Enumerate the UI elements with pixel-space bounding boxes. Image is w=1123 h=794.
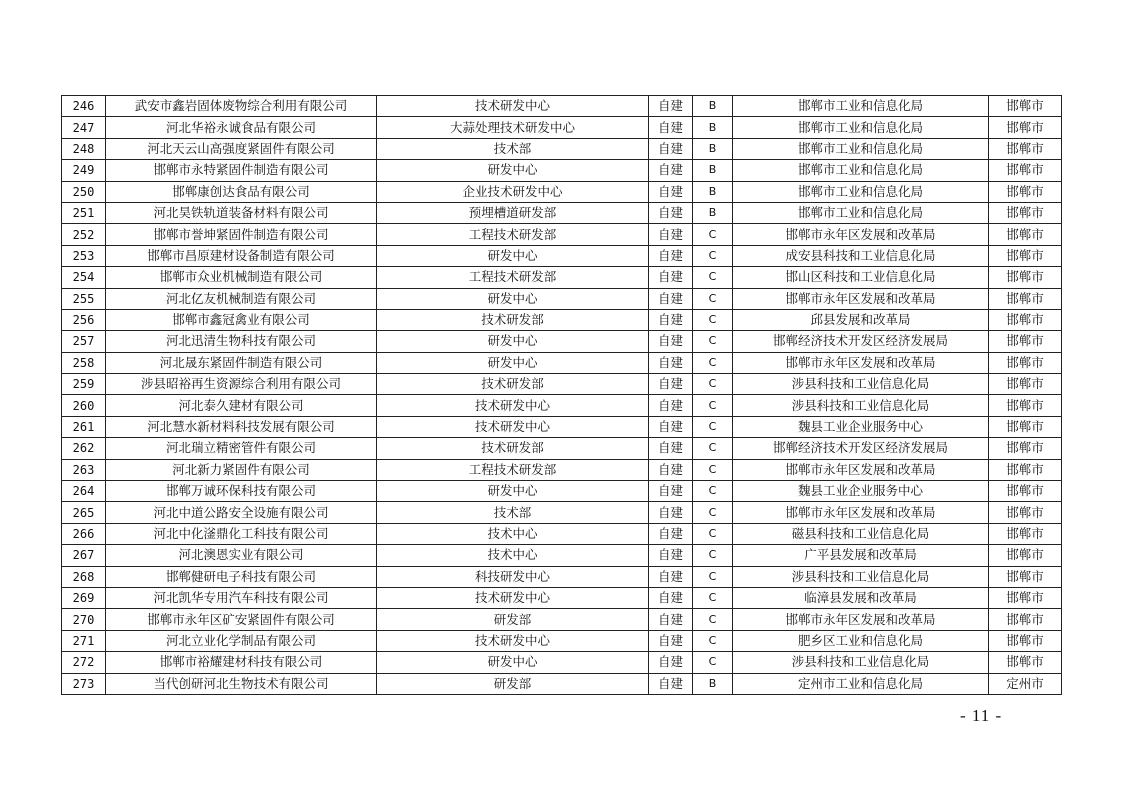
build-type: 自建 bbox=[649, 352, 693, 373]
row-number: 257 bbox=[62, 331, 106, 352]
company-name: 河北慧水新材料科技发展有限公司 bbox=[106, 416, 377, 437]
grade: C bbox=[693, 224, 733, 245]
company-name: 河北中化滏鼎化工科技有限公司 bbox=[106, 523, 377, 544]
grade: C bbox=[693, 331, 733, 352]
company-name: 河北华裕永诚食品有限公司 bbox=[106, 117, 377, 138]
row-number: 268 bbox=[62, 566, 106, 587]
row-number: 262 bbox=[62, 438, 106, 459]
row-number: 266 bbox=[62, 523, 106, 544]
table-row bbox=[62, 459, 1062, 480]
rd-center-name: 技术部 bbox=[377, 502, 649, 523]
city: 邯郸市 bbox=[989, 288, 1062, 309]
city: 邯郸市 bbox=[989, 438, 1062, 459]
city: 邯郸市 bbox=[989, 245, 1062, 266]
build-type: 自建 bbox=[649, 224, 693, 245]
company-name: 邯郸康创达食品有限公司 bbox=[106, 181, 377, 202]
city: 邯郸市 bbox=[989, 202, 1062, 223]
grade: C bbox=[693, 438, 733, 459]
company-name: 邯郸市众业机械制造有限公司 bbox=[106, 267, 377, 288]
grade: C bbox=[693, 395, 733, 416]
rd-center-name: 工程技术研发部 bbox=[377, 224, 649, 245]
row-number: 247 bbox=[62, 117, 106, 138]
city: 邯郸市 bbox=[989, 96, 1062, 117]
row-number: 259 bbox=[62, 374, 106, 395]
row-number: 269 bbox=[62, 587, 106, 608]
recommending-department: 邯郸市永年区发展和改革局 bbox=[733, 288, 989, 309]
grade: B bbox=[693, 138, 733, 159]
city: 邯郸市 bbox=[989, 566, 1062, 587]
table-row bbox=[62, 138, 1062, 159]
row-number: 251 bbox=[62, 202, 106, 223]
table-row bbox=[62, 160, 1062, 181]
city: 邯郸市 bbox=[989, 331, 1062, 352]
rd-center-name: 技术研发中心 bbox=[377, 96, 649, 117]
rd-center-name: 技术研发部 bbox=[377, 374, 649, 395]
table-row bbox=[62, 630, 1062, 651]
grade: C bbox=[693, 309, 733, 330]
city: 邯郸市 bbox=[989, 587, 1062, 608]
row-number: 271 bbox=[62, 630, 106, 651]
company-name: 河北立业化学制品有限公司 bbox=[106, 630, 377, 651]
city: 邯郸市 bbox=[989, 609, 1062, 630]
city: 邯郸市 bbox=[989, 481, 1062, 502]
rd-center-name: 研发中心 bbox=[377, 652, 649, 673]
city: 邯郸市 bbox=[989, 138, 1062, 159]
table-row bbox=[62, 481, 1062, 502]
recommending-department: 定州市工业和信息化局 bbox=[733, 673, 989, 694]
table-row bbox=[62, 587, 1062, 608]
city: 邯郸市 bbox=[989, 374, 1062, 395]
row-number: 246 bbox=[62, 96, 106, 117]
grade: C bbox=[693, 267, 733, 288]
build-type: 自建 bbox=[649, 309, 693, 330]
table-row bbox=[62, 502, 1062, 523]
row-number: 255 bbox=[62, 288, 106, 309]
grade: C bbox=[693, 587, 733, 608]
recommending-department: 邯郸市永年区发展和改革局 bbox=[733, 459, 989, 480]
grade: B bbox=[693, 117, 733, 138]
row-number: 270 bbox=[62, 609, 106, 630]
city: 邯郸市 bbox=[989, 160, 1062, 181]
row-number: 254 bbox=[62, 267, 106, 288]
build-type: 自建 bbox=[649, 481, 693, 502]
build-type: 自建 bbox=[649, 96, 693, 117]
grade: C bbox=[693, 481, 733, 502]
build-type: 自建 bbox=[649, 267, 693, 288]
table-row bbox=[62, 202, 1062, 223]
grade: C bbox=[693, 502, 733, 523]
company-name: 河北凯华专用汽车科技有限公司 bbox=[106, 587, 377, 608]
table-row bbox=[62, 288, 1062, 309]
row-number: 258 bbox=[62, 352, 106, 373]
row-number: 273 bbox=[62, 673, 106, 694]
build-type: 自建 bbox=[649, 181, 693, 202]
build-type: 自建 bbox=[649, 652, 693, 673]
grade: C bbox=[693, 566, 733, 587]
grade: C bbox=[693, 245, 733, 266]
grade: C bbox=[693, 459, 733, 480]
recommending-department: 成安县科技和工业信息化局 bbox=[733, 245, 989, 266]
build-type: 自建 bbox=[649, 545, 693, 566]
company-name: 邯郸万诚环保科技有限公司 bbox=[106, 481, 377, 502]
rd-center-name: 研发中心 bbox=[377, 160, 649, 181]
recommending-department: 邯郸市工业和信息化局 bbox=[733, 160, 989, 181]
grade: C bbox=[693, 545, 733, 566]
company-name: 邯郸市誉坤紧固件制造有限公司 bbox=[106, 224, 377, 245]
rd-center-name: 技术研发中心 bbox=[377, 416, 649, 437]
build-type: 自建 bbox=[649, 630, 693, 651]
rd-center-name: 技术中心 bbox=[377, 523, 649, 544]
rd-center-name: 工程技术研发部 bbox=[377, 459, 649, 480]
row-number: 272 bbox=[62, 652, 106, 673]
build-type: 自建 bbox=[649, 502, 693, 523]
recommending-department: 邯郸市工业和信息化局 bbox=[733, 117, 989, 138]
grade: B bbox=[693, 96, 733, 117]
page-number: - 11 - bbox=[960, 706, 1003, 725]
company-name: 河北晟东紧固件制造有限公司 bbox=[106, 352, 377, 373]
recommending-department: 广平县发展和改革局 bbox=[733, 545, 989, 566]
city: 邯郸市 bbox=[989, 416, 1062, 437]
row-number: 261 bbox=[62, 416, 106, 437]
city: 邯郸市 bbox=[989, 267, 1062, 288]
company-name: 河北天云山高强度紧固件有限公司 bbox=[106, 138, 377, 159]
rd-center-name: 研发中心 bbox=[377, 481, 649, 502]
company-name: 河北昊铁轨道装备材料有限公司 bbox=[106, 202, 377, 223]
row-number: 265 bbox=[62, 502, 106, 523]
recommending-department: 邯郸市工业和信息化局 bbox=[733, 138, 989, 159]
recommending-department: 邯郸市永年区发展和改革局 bbox=[733, 609, 989, 630]
grade: B bbox=[693, 673, 733, 694]
table-row bbox=[62, 395, 1062, 416]
rd-center-name: 研发部 bbox=[377, 609, 649, 630]
build-type: 自建 bbox=[649, 202, 693, 223]
grade: B bbox=[693, 181, 733, 202]
company-name: 邯郸市昌原建材设备制造有限公司 bbox=[106, 245, 377, 266]
build-type: 自建 bbox=[649, 416, 693, 437]
recommending-department: 邱县发展和改革局 bbox=[733, 309, 989, 330]
recommending-department: 邯郸市工业和信息化局 bbox=[733, 181, 989, 202]
city: 邯郸市 bbox=[989, 545, 1062, 566]
city: 邯郸市 bbox=[989, 652, 1062, 673]
recommending-department: 魏县工业企业服务中心 bbox=[733, 416, 989, 437]
company-name: 邯郸市裕耀建材科技有限公司 bbox=[106, 652, 377, 673]
recommending-department: 邯郸经济技术开发区经济发展局 bbox=[733, 438, 989, 459]
city: 邯郸市 bbox=[989, 502, 1062, 523]
company-name: 当代创研河北生物技术有限公司 bbox=[106, 673, 377, 694]
recommending-department: 邯郸市工业和信息化局 bbox=[733, 202, 989, 223]
table-row bbox=[62, 523, 1062, 544]
build-type: 自建 bbox=[649, 523, 693, 544]
rd-center-name: 技术研发中心 bbox=[377, 630, 649, 651]
city: 邯郸市 bbox=[989, 630, 1062, 651]
rd-center-name: 研发部 bbox=[377, 673, 649, 694]
build-type: 自建 bbox=[649, 587, 693, 608]
rd-center-name: 预埋槽道研发部 bbox=[377, 202, 649, 223]
recommending-department: 邯郸市永年区发展和改革局 bbox=[733, 502, 989, 523]
rd-center-name: 技术研发中心 bbox=[377, 587, 649, 608]
build-type: 自建 bbox=[649, 438, 693, 459]
row-number: 248 bbox=[62, 138, 106, 159]
table-row bbox=[62, 566, 1062, 587]
row-number: 264 bbox=[62, 481, 106, 502]
build-type: 自建 bbox=[649, 459, 693, 480]
row-number: 263 bbox=[62, 459, 106, 480]
row-number: 267 bbox=[62, 545, 106, 566]
recommending-department: 邯郸市永年区发展和改革局 bbox=[733, 352, 989, 373]
build-type: 自建 bbox=[649, 609, 693, 630]
rd-center-name: 科技研发中心 bbox=[377, 566, 649, 587]
grade: B bbox=[693, 202, 733, 223]
row-number: 256 bbox=[62, 309, 106, 330]
grade: C bbox=[693, 416, 733, 437]
city: 邯郸市 bbox=[989, 309, 1062, 330]
recommending-department: 肥乡区工业和信息化局 bbox=[733, 630, 989, 651]
build-type: 自建 bbox=[649, 374, 693, 395]
recommending-department: 邯郸市工业和信息化局 bbox=[733, 96, 989, 117]
city: 邯郸市 bbox=[989, 523, 1062, 544]
rd-center-name: 工程技术研发部 bbox=[377, 267, 649, 288]
recommending-department: 磁县科技和工业信息化局 bbox=[733, 523, 989, 544]
rd-center-name: 企业技术研发中心 bbox=[377, 181, 649, 202]
recommending-department: 涉县科技和工业信息化局 bbox=[733, 374, 989, 395]
rd-center-name: 研发中心 bbox=[377, 331, 649, 352]
table-row bbox=[62, 652, 1062, 673]
rd-center-name: 技术研发部 bbox=[377, 309, 649, 330]
company-name: 河北澳恩实业有限公司 bbox=[106, 545, 377, 566]
recommending-department: 涉县科技和工业信息化局 bbox=[733, 566, 989, 587]
recommending-department: 涉县科技和工业信息化局 bbox=[733, 395, 989, 416]
recommending-department: 临漳县发展和改革局 bbox=[733, 587, 989, 608]
city: 邯郸市 bbox=[989, 395, 1062, 416]
rd-center-name: 技术研发部 bbox=[377, 438, 649, 459]
rd-center-name: 技术研发中心 bbox=[377, 395, 649, 416]
grade: C bbox=[693, 652, 733, 673]
company-name: 河北新力紧固件有限公司 bbox=[106, 459, 377, 480]
city: 邯郸市 bbox=[989, 181, 1062, 202]
city: 邯郸市 bbox=[989, 459, 1062, 480]
rd-center-name: 研发中心 bbox=[377, 352, 649, 373]
rd-center-name: 大蒜处理技术研发中心 bbox=[377, 117, 649, 138]
company-name: 邯郸市永特紧固件制造有限公司 bbox=[106, 160, 377, 181]
table-row bbox=[62, 438, 1062, 459]
build-type: 自建 bbox=[649, 566, 693, 587]
row-number: 260 bbox=[62, 395, 106, 416]
recommending-department: 邯郸经济技术开发区经济发展局 bbox=[733, 331, 989, 352]
table-row bbox=[62, 245, 1062, 266]
grade: C bbox=[693, 288, 733, 309]
city: 定州市 bbox=[989, 673, 1062, 694]
table-row bbox=[62, 181, 1062, 202]
row-number: 253 bbox=[62, 245, 106, 266]
company-name: 邯郸市鑫冠禽业有限公司 bbox=[106, 309, 377, 330]
build-type: 自建 bbox=[649, 160, 693, 181]
rd-center-name: 技术中心 bbox=[377, 545, 649, 566]
table-row bbox=[62, 117, 1062, 138]
enterprise-rd-center-table bbox=[61, 95, 1062, 695]
rd-center-name: 研发中心 bbox=[377, 288, 649, 309]
grade: B bbox=[693, 160, 733, 181]
recommending-department: 涉县科技和工业信息化局 bbox=[733, 652, 989, 673]
table-row bbox=[62, 96, 1062, 117]
table-row bbox=[62, 673, 1062, 694]
grade: C bbox=[693, 523, 733, 544]
grade: C bbox=[693, 609, 733, 630]
company-name: 河北瑞立精密管件有限公司 bbox=[106, 438, 377, 459]
table-row bbox=[62, 267, 1062, 288]
table-body bbox=[62, 96, 1062, 695]
build-type: 自建 bbox=[649, 395, 693, 416]
company-name: 邯郸健研电子科技有限公司 bbox=[106, 566, 377, 587]
company-name: 邯郸市永年区矿安紧固件有限公司 bbox=[106, 609, 377, 630]
table-row bbox=[62, 309, 1062, 330]
table-row bbox=[62, 224, 1062, 245]
company-name: 河北迅清生物科技有限公司 bbox=[106, 331, 377, 352]
recommending-department: 邯郸市永年区发展和改革局 bbox=[733, 224, 989, 245]
company-name: 涉县昭裕再生资源综合利用有限公司 bbox=[106, 374, 377, 395]
city: 邯郸市 bbox=[989, 352, 1062, 373]
table-row bbox=[62, 416, 1062, 437]
table-row bbox=[62, 331, 1062, 352]
company-name: 河北中道公路安全设施有限公司 bbox=[106, 502, 377, 523]
table-row bbox=[62, 609, 1062, 630]
city: 邯郸市 bbox=[989, 224, 1062, 245]
build-type: 自建 bbox=[649, 117, 693, 138]
row-number: 250 bbox=[62, 181, 106, 202]
row-number: 249 bbox=[62, 160, 106, 181]
city: 邯郸市 bbox=[989, 117, 1062, 138]
grade: C bbox=[693, 374, 733, 395]
recommending-department: 魏县工业企业服务中心 bbox=[733, 481, 989, 502]
grade: C bbox=[693, 630, 733, 651]
company-name: 武安市鑫岩固体废物综合利用有限公司 bbox=[106, 96, 377, 117]
rd-center-name: 技术部 bbox=[377, 138, 649, 159]
build-type: 自建 bbox=[649, 331, 693, 352]
row-number: 252 bbox=[62, 224, 106, 245]
build-type: 自建 bbox=[649, 138, 693, 159]
table-row bbox=[62, 352, 1062, 373]
grade: C bbox=[693, 352, 733, 373]
recommending-department: 邯山区科技和工业信息化局 bbox=[733, 267, 989, 288]
table-row bbox=[62, 374, 1062, 395]
build-type: 自建 bbox=[649, 288, 693, 309]
rd-center-name: 研发中心 bbox=[377, 245, 649, 266]
company-name: 河北泰久建材有限公司 bbox=[106, 395, 377, 416]
build-type: 自建 bbox=[649, 245, 693, 266]
build-type: 自建 bbox=[649, 673, 693, 694]
table-row bbox=[62, 545, 1062, 566]
company-name: 河北亿友机械制造有限公司 bbox=[106, 288, 377, 309]
